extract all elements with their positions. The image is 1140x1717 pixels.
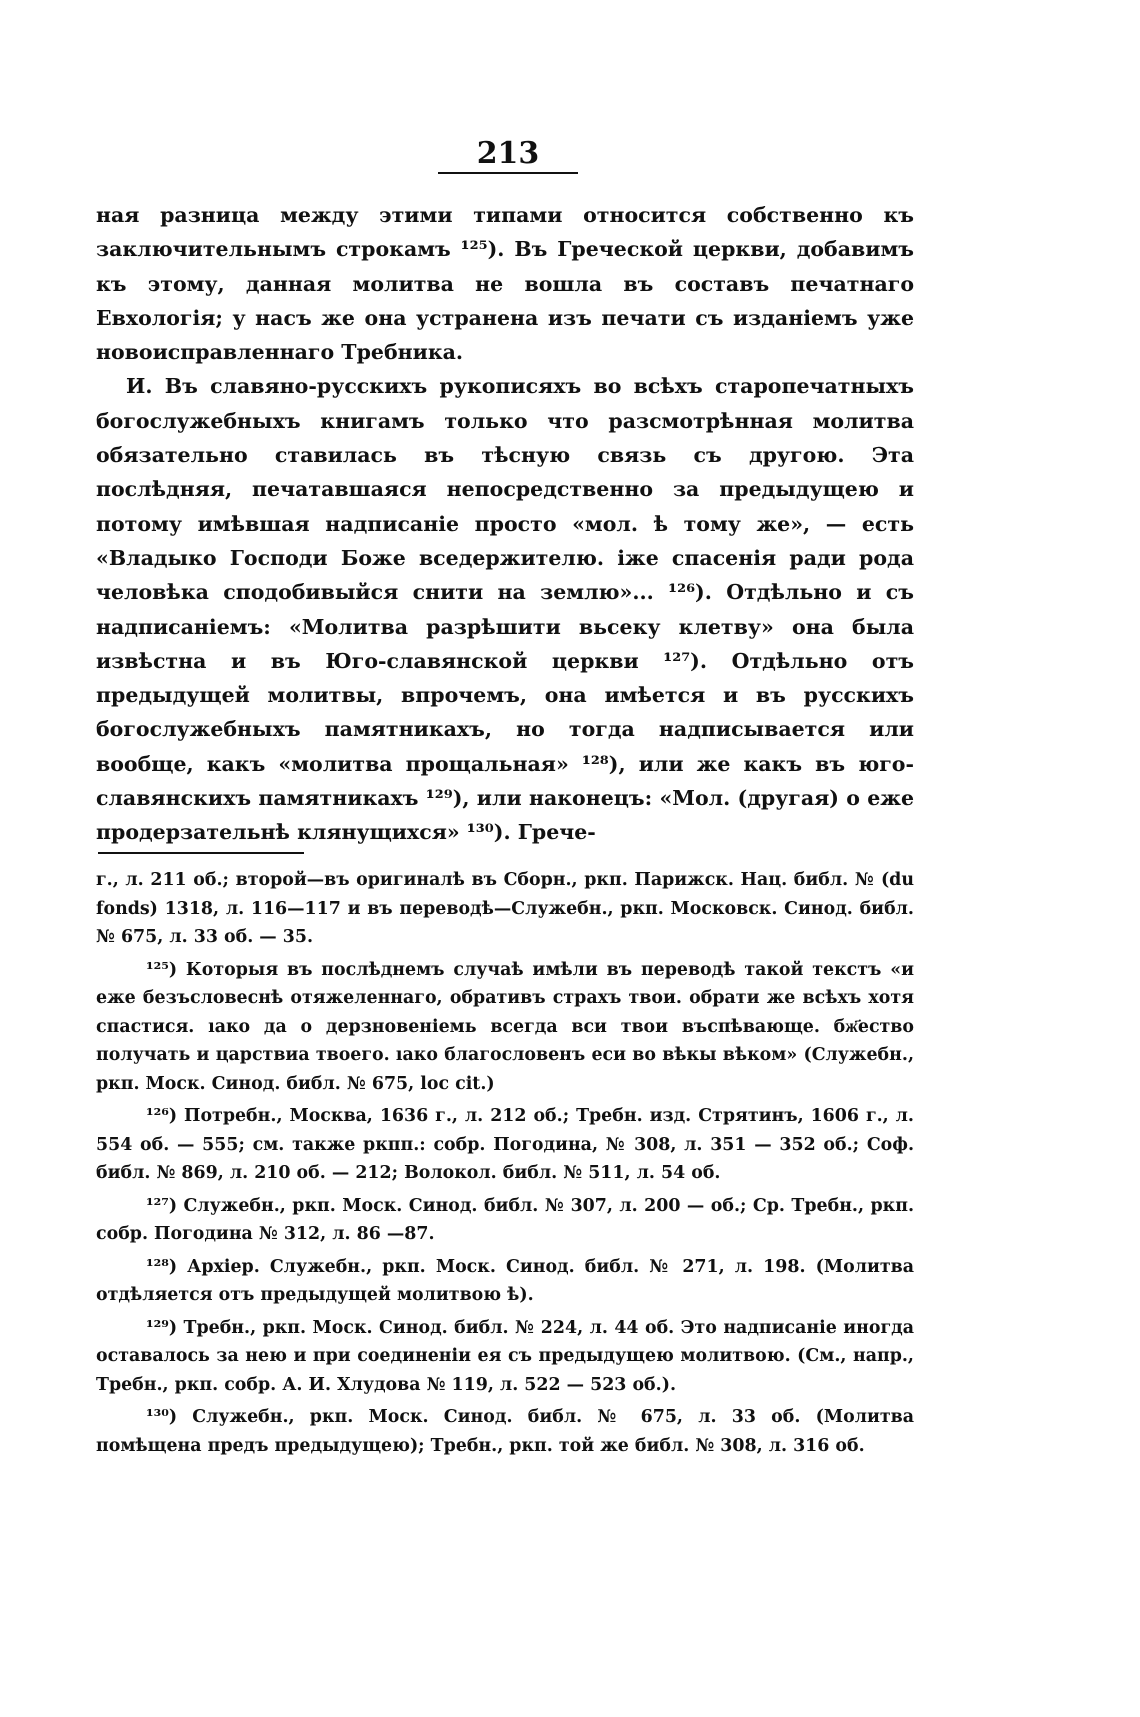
- main-paragraph-2: И. Въ славяно-русскихъ рукописяхъ во всѣхъ старопечатныхъ богослужебныхъ книгамъ только что разсмотрѣнная молитва обязательно ставилась въ тѣсную связь съ другою. Эта послѣдняя, печатавшаяся непосредственно за предыдущею и потому имѣвшая надписаніе просто «мол. ѣ тому же», — есть «Владыко Господи Боже вседержителю. іже спасенія ради рода человѣка сподобивыйся сн͏ити на землю»... ¹²⁶). Отдѣльно и съ надписаніемъ: «Молитва разрѣшити вьсеку клетву» она была извѣстна и въ Юго-славянской церкви ¹²⁷). Отдѣльно отъ предыдущей молитвы, впрочемъ, она имѣется и въ русскихъ богослужебныхъ памятникахъ, но тогда надписывается или вообще, какъ «молитва прощальная» ¹²⁸), или же какъ въ юго-славянскихъ памятникахъ ¹²⁹), или наконецъ: «Мол. (другая) о еже продерзательнѣ клянущихся» ¹³⁰). Грече-: [96, 374, 914, 845]
- footnote-separator: [98, 852, 304, 854]
- footnote-127: ¹²⁷) Служебн., ркп. Моск. Синод. библ. № 307, л. 200 — об.; Ср. Требн., ркп. собр. Погодина № 312, л. 86 —87.: [96, 1195, 914, 1244]
- footnote-125: ¹²⁵) Которыя въ послѣднемъ случаѣ имѣли въ переводѣ такой текстъ «и еже безъсловеснѣ отяжеленнаго, обративъ страхъ твои. обрати же всѣхъ хотя спастися. ıако да о дерзновеніемь всегда вси твои въспѣвающе. бж҃ество получать и царствиа твоего. ıако благословенъ еси во вѣкы вѣком» (Служебн., ркп. Моск. Синод. библ. № 675, loc cit.): [96, 959, 914, 1094]
- footnote-128: ¹²⁸) Архіер. Служебн., ркп. Моск. Синод. библ. № 271, л. 198. (Молитва отдѣляется отъ предыдущей молитвою ѣ).: [96, 1256, 914, 1305]
- page-number: 213: [476, 136, 540, 171]
- footnote-130: ¹³⁰) Служебн., ркп. Моск. Синод. библ. № 675, л. 33 об. (Молитва помѣщена предъ предыдущею); Требн., ркп. той же библ. № 308, л. 316 об.: [96, 1407, 914, 1456]
- page-number-underline: [438, 172, 578, 174]
- footnotes: [96, 866, 914, 1464]
- main-text: [96, 198, 914, 850]
- footnote-129: ¹²⁹) Требн., ркп. Моск. Синод. библ. № 224, л. 44 об. Это надписаніе иногда оставалось за нею и при соединеніи ея съ предыдущею молитвою. (См., напр., Требн., ркп. собр. А. И. Хлудова № 119, л. 522 — 523 об.).: [96, 1317, 914, 1395]
- footnote-continuation: г., л. 211 об.; второй—въ оригиналѣ въ Сборн., ркп. Парижск. Нац. библ. № (du fonds) 1318, л. 116—117 и въ переводѣ—Служебн., ркп. Московск. Синод. библ. № 675, л. 33 об. — 35.: [96, 870, 914, 947]
- footnote-126: ¹²⁶) Потребн., Москва, 1636 г., л. 212 об.; Требн. изд. Стрятинъ, 1606 г., л. 554 об. — 555; см. также ркпп.: собр. Погодина, № 308, л. 351 — 352 об.; Соф. библ. № 869, л. 210 об. — 212; Волокол. библ. № 511, л. 54 об.: [96, 1106, 914, 1183]
- main-paragraph-1: ная разница между этими типами относится собственно къ заключительнымъ строкамъ ¹²⁵). Въ Греческой церкви, добавимъ къ этому, данная молитва не вошла въ составъ печатнаго Евхологія; у насъ же она устранена изъ печати съ изданіемъ уже новоисправленнаго Требника.: [96, 203, 914, 365]
